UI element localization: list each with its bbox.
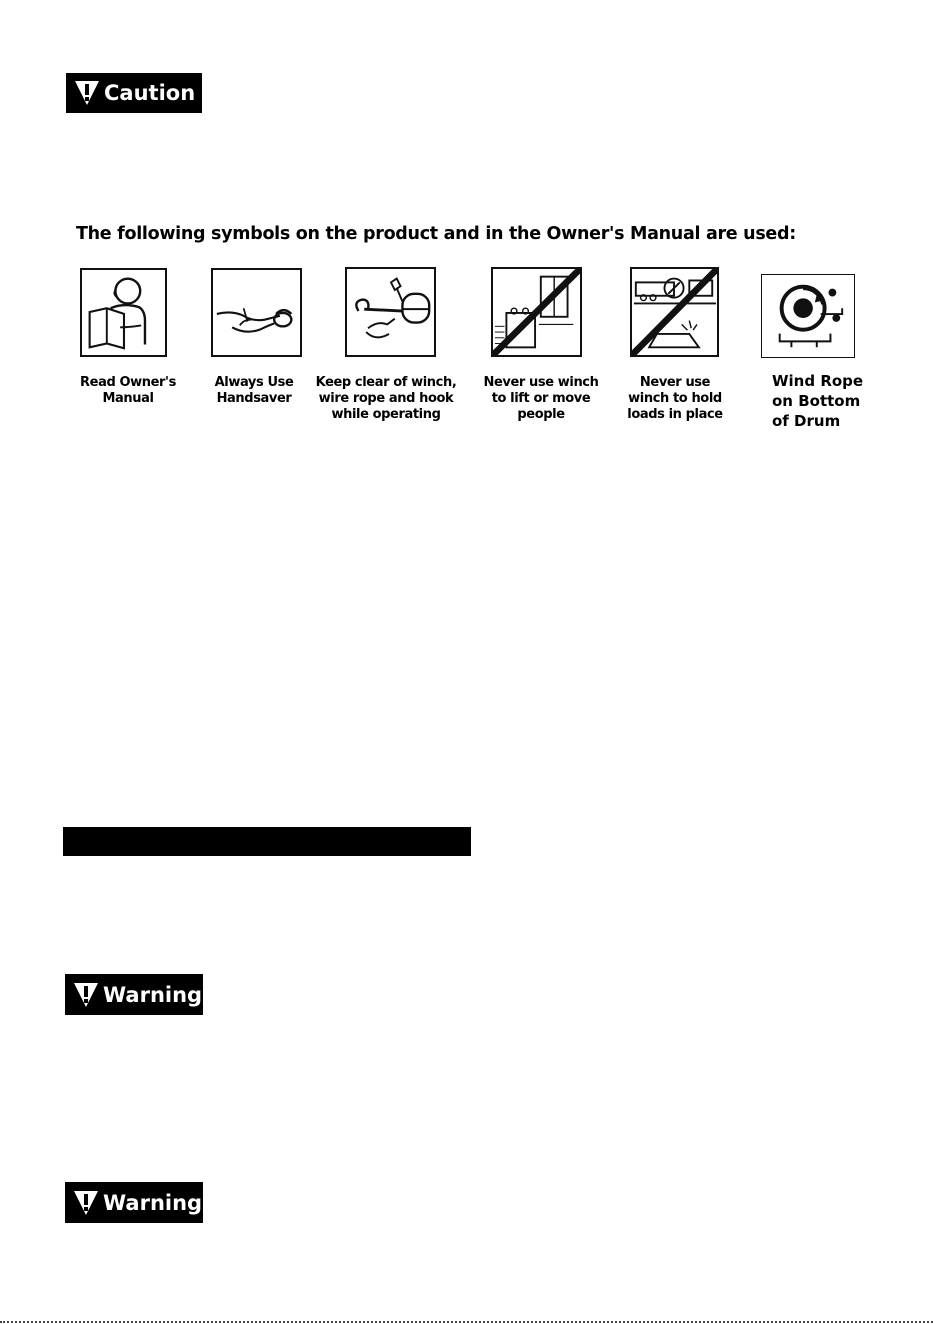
no-lift-people-icon <box>491 267 582 357</box>
symbol-caption: Keep clear of winch, wire rope and hook while operating <box>315 375 457 422</box>
keep-clear-icon <box>345 267 436 357</box>
exclamation-shield-icon <box>73 1189 99 1217</box>
symbol-caption: Never use winch to lift or move people <box>483 375 599 422</box>
handsaver-icon <box>211 268 302 357</box>
exclamation-shield-icon <box>74 79 100 107</box>
read-manual-icon <box>80 268 167 357</box>
warning-label: Warning <box>103 982 203 1007</box>
warning-badge <box>65 974 203 1015</box>
no-hold-loads-icon <box>630 267 719 357</box>
symbol-caption: Read Owner's Manual <box>80 375 176 406</box>
symbols-heading: The following symbols on the product and in the Owner's Manual are used: <box>76 224 796 244</box>
symbol-caption: Always Use Handsaver <box>214 375 294 406</box>
page-bottom-border <box>0 1321 933 1323</box>
exclamation-shield-icon <box>73 981 99 1009</box>
symbol-caption: Wind Rope on Bottom of Drum <box>772 372 864 430</box>
warning-badge <box>65 1182 203 1223</box>
section-header-bar <box>63 827 471 856</box>
caution-label: Caution <box>104 81 196 105</box>
caution-badge <box>66 73 202 113</box>
warning-label: Warning <box>103 1190 203 1215</box>
wind-rope-drum-icon <box>761 274 855 358</box>
symbol-caption: Never use winch to hold loads in place <box>627 375 723 422</box>
